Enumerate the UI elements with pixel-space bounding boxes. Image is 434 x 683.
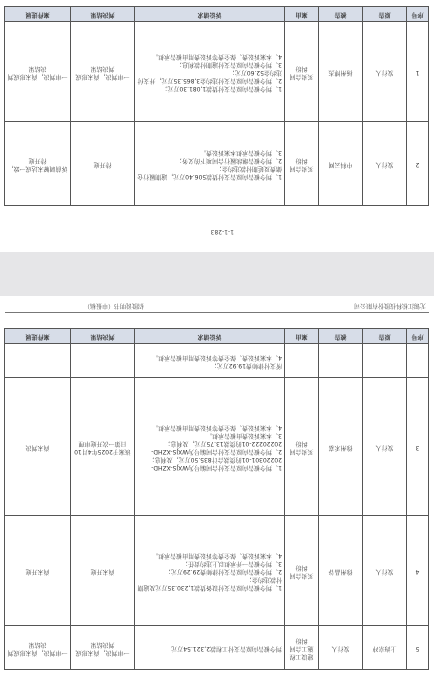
- claim-line: 1、判令被告向原告支付合同编号为WXJS-XZHD-20220301-01的货款合计835.50万元，及利息；: [148, 455, 282, 471]
- claim-line: 2、判令被告向原告支付违约金3,865.35万元，并支付违约金52.60万元；: [137, 68, 282, 84]
- claim-line: 1、判令被告向原告支付设备货款1,230.35万元及逾期付款违约金；: [137, 575, 282, 591]
- case-progress: 一审判决，尚未形成判决结果: [7, 64, 68, 80]
- claim-line: 2、判令被告向原告支付合同编号为WXJS-XZHD-20220222-01的货款13.75万元，及利息；: [151, 439, 282, 455]
- plaintiff: 发行人: [375, 160, 394, 168]
- col-header: 原告: [363, 7, 407, 22]
- page-gap: [0, 252, 434, 296]
- col-header: 被告: [319, 7, 363, 22]
- claim-line: 2、判令被告向原告支付律师费29.29万元；: [165, 567, 282, 575]
- case-progress: 尚未判决: [25, 443, 50, 451]
- claim-line: 判令被告向原告支付工程款2,321.54万元: [171, 644, 282, 652]
- col-header: 案由: [285, 7, 319, 22]
- table-row: [5, 626, 429, 670]
- header-company: 无锡江松科技股份有限公司: [353, 302, 426, 309]
- claim-line: 2、判令被告继续履行合同项下的义务；: [176, 156, 282, 164]
- col-header: 诉讼请求: [135, 7, 285, 22]
- document-sheet-bottom: [0, 296, 434, 683]
- col-header: 序号: [407, 7, 429, 22]
- col-header: 判决结果: [71, 329, 135, 344]
- col-header: 判决结果: [71, 7, 135, 22]
- header-doc-type: 招股说明书（申报稿）: [83, 302, 144, 309]
- judgment-result: 该案于2025年4月10日第一次开庭审理: [74, 439, 131, 455]
- claim-line: 1、判令被告向原告支付货款1,081.30万元；: [161, 84, 282, 92]
- case-no: 2: [415, 160, 420, 168]
- claim-line: 4、本案诉讼费、保全费等诉讼费用由被告承担。: [152, 423, 282, 431]
- claim-line: 4、本案诉讼费、保全费等诉讼费用由被告承担。: [152, 52, 282, 60]
- col-header: 案件进展: [5, 7, 71, 22]
- cause: 买卖合同纠纷: [289, 64, 314, 80]
- litigation-table-1: [4, 6, 429, 206]
- case-no: 5: [415, 644, 420, 652]
- defendant: 扬州博杰: [328, 68, 353, 76]
- defendant: 中科云网: [328, 160, 353, 168]
- claim-line: 3、判令被告一并承担以上违约责任；: [182, 559, 282, 567]
- header-rule: [5, 312, 429, 313]
- col-header: 原告: [363, 329, 407, 344]
- case-progress: 尚未开庭: [25, 567, 50, 575]
- claim-line: 4、本案诉讼费、保全费等诉讼费用由被告承担。: [152, 353, 282, 361]
- claim-line: 1、判令被告向原告支付货款506.40万元，逾期履行仓储费及延期付款违约金；: [137, 164, 282, 180]
- col-header: 案件进展: [5, 329, 71, 344]
- plaintiff: 发行人: [375, 567, 394, 575]
- cause: 买卖合同纠纷: [289, 563, 314, 579]
- case-no: 3: [415, 443, 420, 451]
- table-row: [5, 22, 429, 122]
- plaintiff: 发行人: [375, 443, 394, 451]
- plaintiff: 发行人: [375, 68, 394, 76]
- cause: 买卖合同纠纷: [289, 439, 314, 455]
- table-row: [5, 122, 429, 206]
- table-header-row: [5, 7, 429, 22]
- litigation-table-2: [4, 328, 429, 670]
- judgment-result: 待开庭: [93, 160, 112, 168]
- col-header: 诉讼请求: [135, 329, 285, 344]
- claim-line: 4、本案诉讼费、保全费等诉讼费用由被告承担。: [152, 551, 282, 559]
- judgment-result: 一审判决，尚未形成判决结果: [75, 64, 130, 80]
- cause: 建设工程施工合同纠纷: [289, 636, 314, 660]
- table-row: [5, 378, 429, 516]
- claim-line: 所支付律师费19.92万元；: [210, 361, 282, 369]
- document-sheet-top: [0, 0, 434, 252]
- table-row: [5, 516, 429, 626]
- case-no: 1: [415, 68, 420, 76]
- page-number: 1-1-283: [210, 228, 234, 235]
- case-progress: 诉前调解未达成一致，待开庭: [7, 156, 68, 172]
- plaintiff: 上海京冲: [372, 644, 397, 652]
- defendant: 发行人: [331, 644, 350, 652]
- table-header-row: [5, 329, 429, 344]
- table-row: [5, 344, 429, 378]
- col-header: 被告: [319, 329, 363, 344]
- judgment-result: 尚未开庭: [90, 567, 115, 575]
- defendant: 徐州晶谷: [328, 567, 353, 575]
- cause: 买卖合同纠纷: [289, 156, 314, 172]
- judgment-result: 一审判决，尚未形成判决结果: [75, 640, 130, 656]
- col-header: 案由: [285, 329, 319, 344]
- col-header: 序号: [407, 329, 429, 344]
- claim-line: 3、判令被告承担本案诉讼费。: [200, 148, 282, 156]
- claim-line: 3、本案诉讼费由被告承担。: [206, 431, 282, 439]
- case-progress: 一审判决，尚未形成判决结果: [7, 640, 68, 656]
- defendant: 徐州禾嘉: [328, 443, 353, 451]
- claim-line: 3、判令被告向原告支付逾期付款利息；: [176, 60, 282, 68]
- case-no: 4: [415, 567, 420, 575]
